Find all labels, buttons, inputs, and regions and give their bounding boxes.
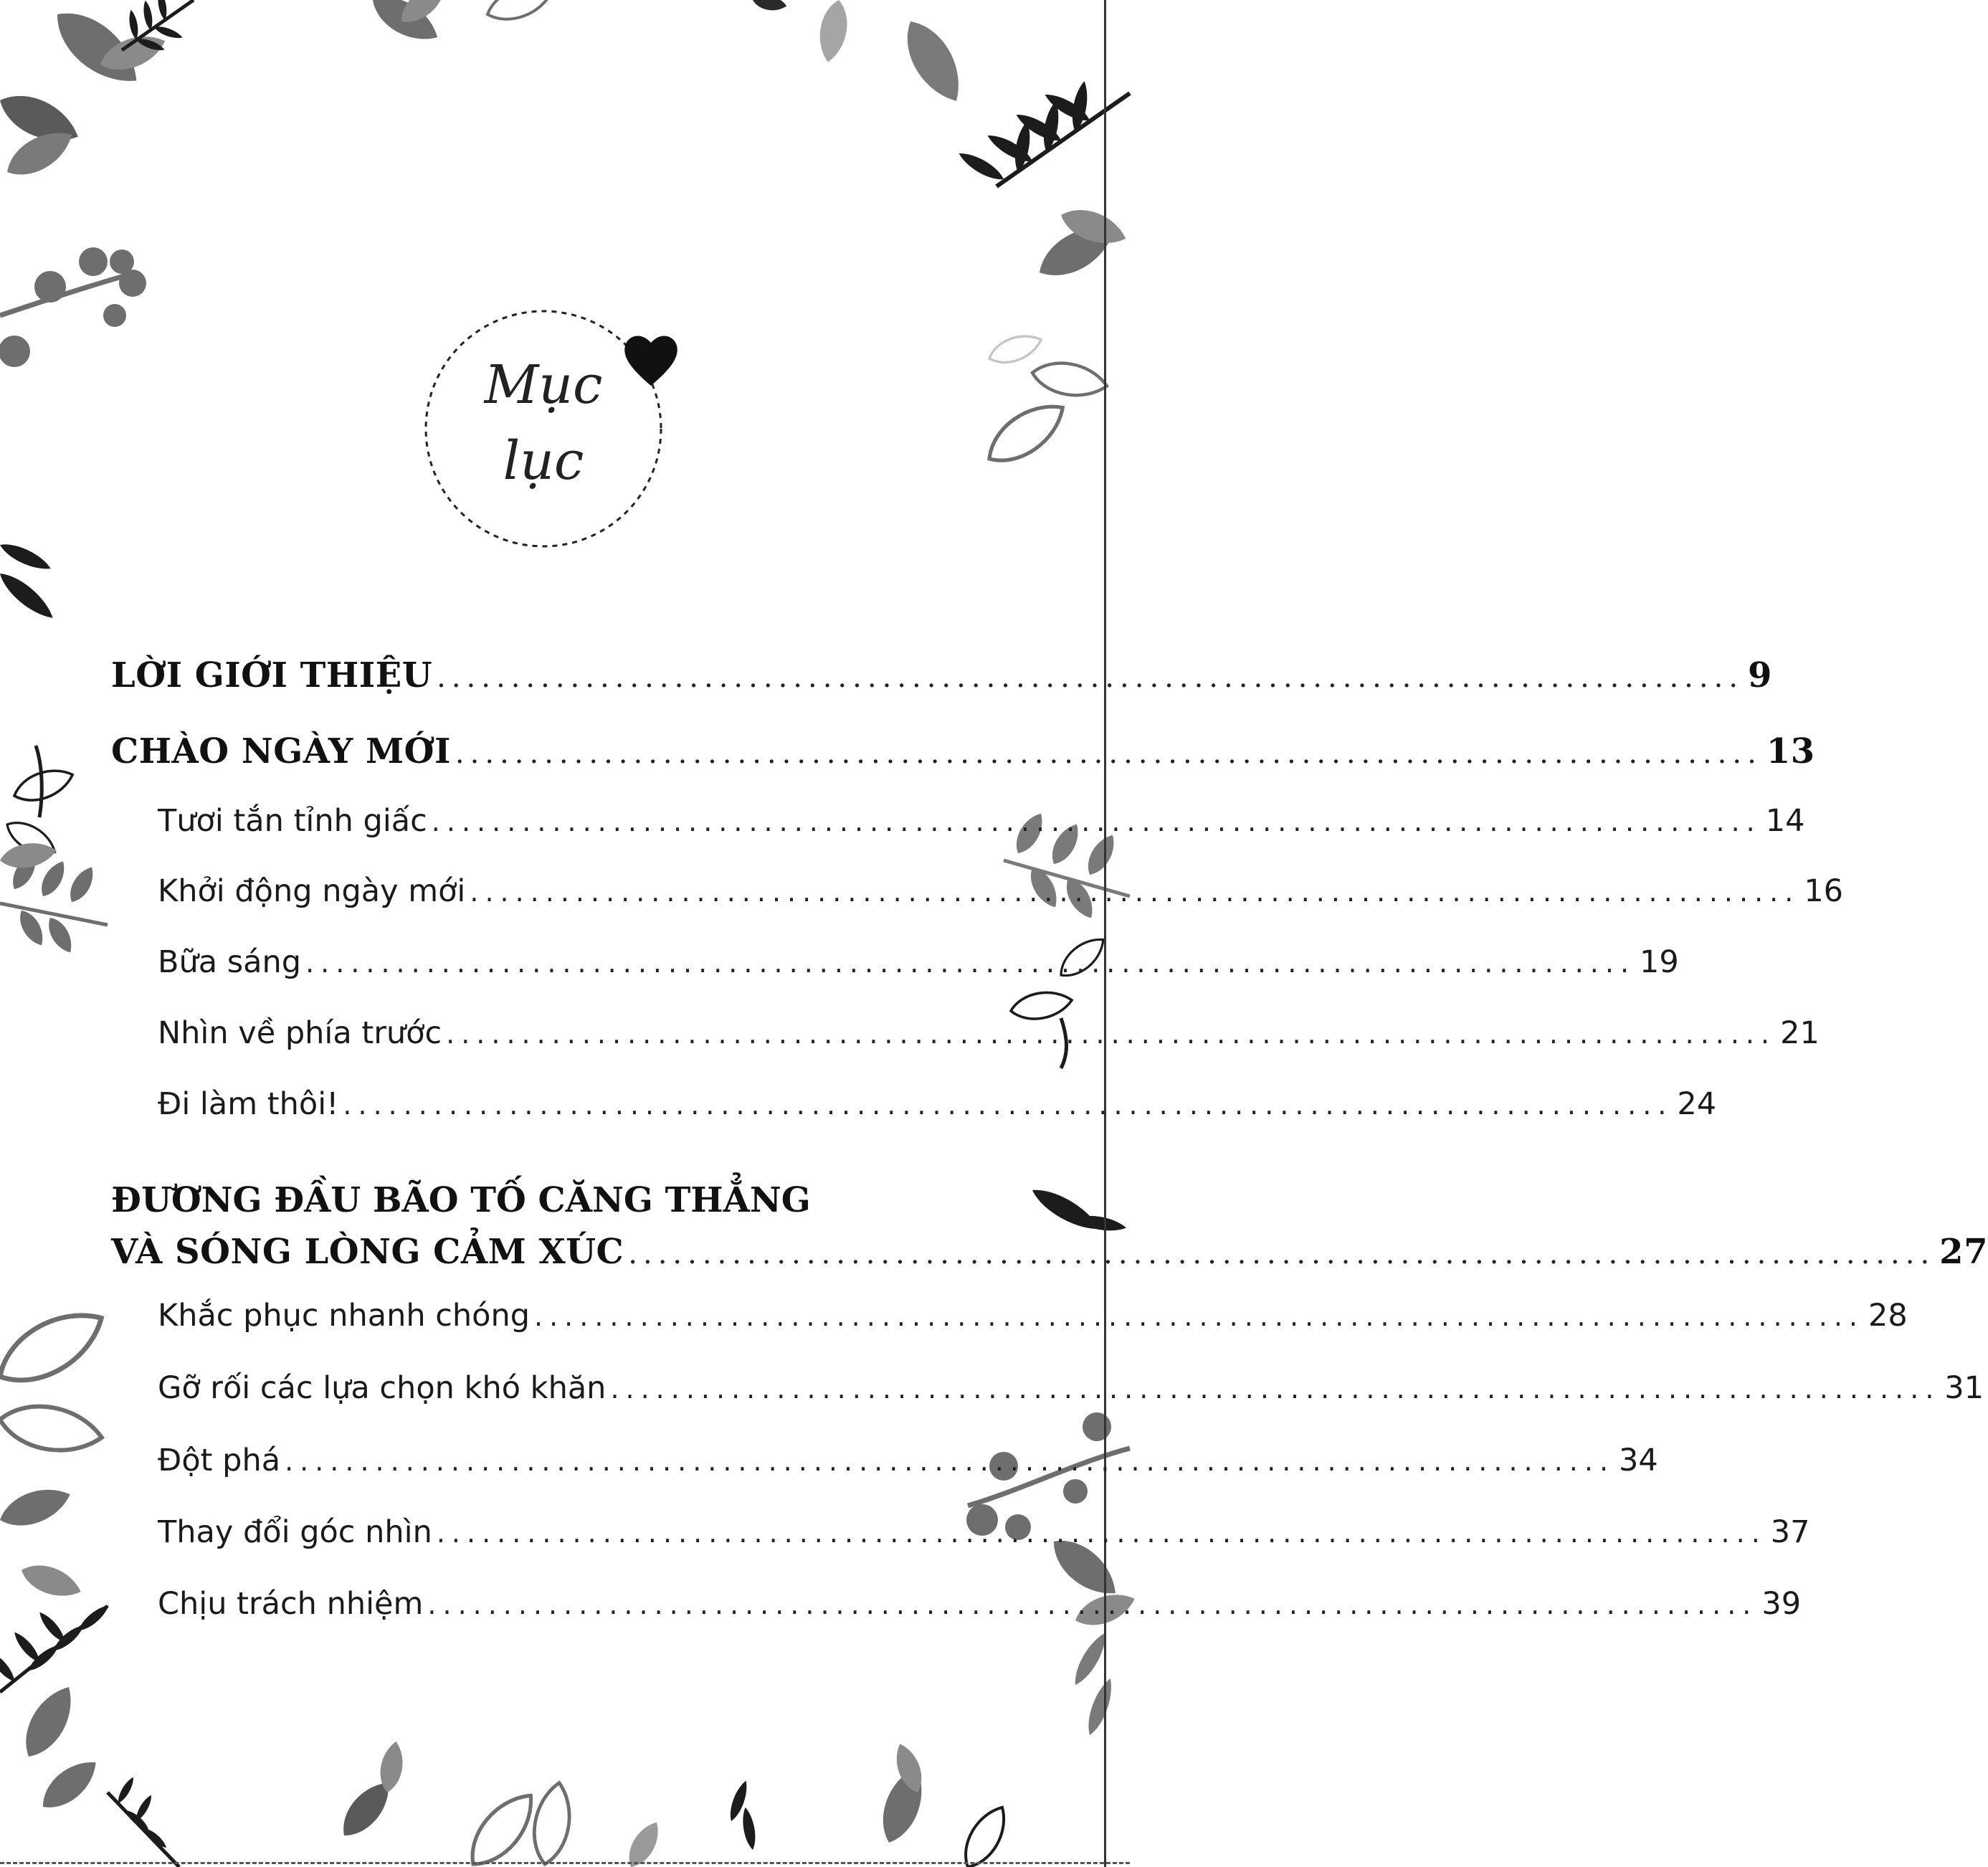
fern-right-middle (1027, 1182, 1127, 1237)
toc-section-1[interactable] (111, 655, 1772, 695)
toc-item[interactable] (158, 873, 1844, 909)
toc-item-title: Thay đổi góc nhìn (158, 1514, 432, 1550)
leaf-cluster-top-left (0, 0, 170, 186)
toc-page-number: 16 (1804, 873, 1844, 909)
page-title-line-2: lục (503, 430, 584, 492)
toc-item-title: Đột phá (158, 1443, 281, 1478)
toc-item-title: Bữa sáng (158, 944, 302, 980)
toc-section-2[interactable] (111, 731, 1815, 771)
dot-leader: ........................................................................................ (305, 947, 1636, 979)
dot-leader: ........................................................................................ (446, 1018, 1777, 1050)
toc-page-number: 27 (1939, 1232, 1988, 1272)
toc-item-title: Chịu trách nhiệm (158, 1586, 424, 1622)
dot-leader: ........................................................................................ (628, 1237, 1936, 1270)
dot-leader: ........................................................................................ (610, 1373, 1941, 1405)
leaf-cluster-left-bottom (0, 1480, 85, 1764)
toc-page-number: 34 (1619, 1443, 1658, 1478)
toc-page-number: 19 (1640, 944, 1679, 980)
page-title-line-1: Mục (484, 354, 603, 416)
toc-item[interactable] (158, 1443, 1658, 1478)
toc-item-title: Gỡ rối các lựa chọn khó khăn (158, 1370, 607, 1406)
page-spine-line (1104, 0, 1106, 1867)
toc-item[interactable] (158, 1586, 1802, 1622)
berry-branch-left (0, 247, 146, 367)
leaf-cluster-left-middle (0, 839, 108, 956)
title-badge (423, 308, 664, 549)
leaf-cluster-bottom (34, 1740, 1014, 1867)
toc-item-title: Khắc phục nhanh chóng (158, 1298, 531, 1334)
toc-item[interactable] (158, 1298, 1908, 1334)
dot-leader: ........................................................................................ (534, 1301, 1864, 1332)
toc-item-title: Tươi tắn tỉnh giấc (158, 803, 427, 839)
toc-page-number: 39 (1761, 1586, 1802, 1622)
toc-section-title: VÀ SÓNG LÒNG CẢM XÚC (111, 1232, 624, 1272)
dot-leader: ........................................................................................ (343, 1089, 1673, 1121)
toc-page-number: 21 (1780, 1015, 1820, 1051)
dot-leader: ........................................................................................ (455, 737, 1762, 770)
leaf-cluster-right-lower (1043, 1529, 1139, 1737)
leaf-cluster-top-center (365, 0, 973, 110)
fern-left-middle (0, 538, 58, 624)
dot-leader: ........................................................................................ (431, 806, 1761, 837)
toc-item[interactable] (158, 1015, 1820, 1051)
toc-section-title: CHÀO NGÀY MỚI (111, 731, 451, 771)
toc-item[interactable] (158, 1086, 1717, 1122)
toc-page-number: 37 (1770, 1514, 1810, 1550)
toc-item-title: Đi làm thôi! (158, 1086, 339, 1122)
dot-leader: ........................................................................................ (437, 661, 1744, 694)
toc-item[interactable] (158, 803, 1805, 839)
dot-leader: ........................................................................................ (285, 1445, 1615, 1477)
dot-leader: ........................................................................................ (470, 876, 1800, 908)
dot-leader: ........................................................................................ (427, 1589, 1758, 1620)
toc-item[interactable] (158, 1370, 1984, 1406)
toc-page-number: 31 (1944, 1370, 1984, 1406)
toc-page-number: 28 (1868, 1298, 1908, 1334)
toc-page-number: 13 (1766, 731, 1815, 771)
toc-section-title: LỜI GIỚI THIỆU (111, 655, 433, 695)
dot-leader: ........................................................................................ (436, 1517, 1766, 1549)
bottom-edge-dash (0, 1862, 1130, 1864)
fern-left-bottom (0, 1602, 112, 1692)
toc-page-number: 9 (1748, 655, 1772, 695)
toc-page-number: 24 (1677, 1086, 1717, 1122)
toc-item-title: Khởi động ngày mới (158, 873, 466, 909)
leaf-cluster-right-upper (979, 201, 1131, 473)
toc-page-number: 14 (1765, 803, 1805, 839)
leaf-cluster-left-lower (0, 1298, 113, 1458)
toc-item[interactable] (158, 1514, 1810, 1550)
toc-section-3-title-line-1: ĐƯƠNG ĐẦU BÃO TỐ CĂNG THẲNG (111, 1180, 811, 1220)
toc-item[interactable] (158, 944, 1679, 980)
toc-section-3[interactable] (111, 1232, 1988, 1272)
toc-item-title: Nhìn về phía trước (158, 1015, 442, 1051)
